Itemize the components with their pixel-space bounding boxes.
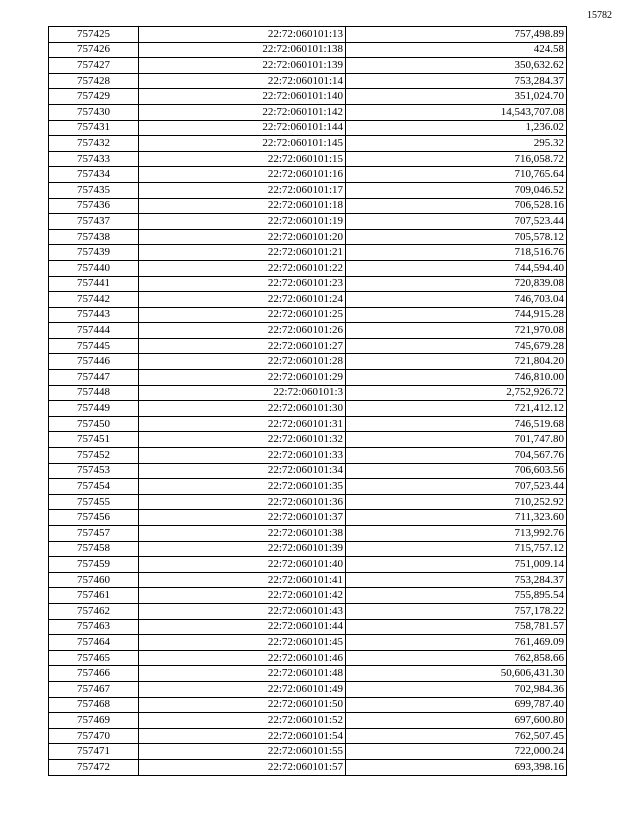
cadastral-number-cell: 22:72:060101:25 — [139, 307, 346, 323]
row-number-cell: 757430 — [49, 104, 139, 120]
cadastral-value-cell: 718,516.76 — [346, 245, 567, 261]
cadastral-value-cell: 746,703.04 — [346, 292, 567, 308]
cadastral-value-cell: 704,567.76 — [346, 448, 567, 464]
cadastral-number-cell: 22:72:060101:38 — [139, 526, 346, 542]
row-number-cell: 757436 — [49, 198, 139, 214]
table-row — [49, 89, 567, 105]
row-number-cell: 757470 — [49, 728, 139, 744]
row-number-cell: 757429 — [49, 89, 139, 105]
table-row — [49, 260, 567, 276]
row-number-cell: 757442 — [49, 292, 139, 308]
table-row — [49, 713, 567, 729]
cadastral-number-cell: 22:72:060101:23 — [139, 276, 346, 292]
cadastral-value-cell: 706,528.16 — [346, 198, 567, 214]
row-number-cell: 757456 — [49, 510, 139, 526]
table-row — [49, 370, 567, 386]
row-number-cell: 757472 — [49, 759, 139, 775]
cadastral-value-cell: 722,000.24 — [346, 744, 567, 760]
table-row — [49, 276, 567, 292]
cadastral-number-cell: 22:72:060101:46 — [139, 650, 346, 666]
cadastral-number-cell: 22:72:060101:15 — [139, 151, 346, 167]
cadastral-value-cell: 758,781.57 — [346, 619, 567, 635]
table-row — [49, 42, 567, 58]
cadastral-value-cell: 707,523.44 — [346, 479, 567, 495]
table-row — [49, 307, 567, 323]
row-number-cell: 757444 — [49, 323, 139, 339]
table-row — [49, 494, 567, 510]
row-number-cell: 757463 — [49, 619, 139, 635]
cadastral-number-cell: 22:72:060101:39 — [139, 541, 346, 557]
row-number-cell: 757433 — [49, 151, 139, 167]
cadastral-number-cell: 22:72:060101:16 — [139, 167, 346, 183]
row-number-cell: 757446 — [49, 354, 139, 370]
table-row — [49, 448, 567, 464]
cadastral-value-cell: 1,236.02 — [346, 120, 567, 136]
cadastral-number-cell: 22:72:060101:52 — [139, 713, 346, 729]
row-number-cell: 757428 — [49, 73, 139, 89]
cadastral-number-cell: 22:72:060101:31 — [139, 416, 346, 432]
cadastral-number-cell: 22:72:060101:3 — [139, 385, 346, 401]
table-row — [49, 432, 567, 448]
cadastral-number-cell: 22:72:060101:40 — [139, 557, 346, 573]
cadastral-number-cell: 22:72:060101:22 — [139, 260, 346, 276]
row-number-cell: 757460 — [49, 572, 139, 588]
cadastral-value-cell: 710,765.64 — [346, 167, 567, 183]
cadastral-number-cell: 22:72:060101:55 — [139, 744, 346, 760]
cadastral-number-cell: 22:72:060101:24 — [139, 292, 346, 308]
cadastral-number-cell: 22:72:060101:34 — [139, 463, 346, 479]
table-row — [49, 681, 567, 697]
cadastral-value-cell: 706,603.56 — [346, 463, 567, 479]
page-number: 15782 — [587, 10, 612, 21]
cadastral-value-cell: 424.58 — [346, 42, 567, 58]
cadastral-number-cell: 22:72:060101:33 — [139, 448, 346, 464]
cadastral-number-cell: 22:72:060101:20 — [139, 229, 346, 245]
cadastral-number-cell: 22:72:060101:44 — [139, 619, 346, 635]
row-number-cell: 757440 — [49, 260, 139, 276]
row-number-cell: 757431 — [49, 120, 139, 136]
cadastral-value-cell: 350,632.62 — [346, 58, 567, 74]
table-row — [49, 120, 567, 136]
cadastral-number-cell: 22:72:060101:49 — [139, 681, 346, 697]
table-row — [49, 650, 567, 666]
cadastral-value-cell: 702,984.36 — [346, 681, 567, 697]
table-row — [49, 666, 567, 682]
table-row — [49, 619, 567, 635]
cadastral-number-cell: 22:72:060101:18 — [139, 198, 346, 214]
row-number-cell: 757455 — [49, 494, 139, 510]
table-row — [49, 697, 567, 713]
table-row — [49, 229, 567, 245]
cadastral-value-cell: 351,024.70 — [346, 89, 567, 105]
cadastral-value-cell: 50,606,431.30 — [346, 666, 567, 682]
cadastral-number-cell: 22:72:060101:37 — [139, 510, 346, 526]
table-row — [49, 744, 567, 760]
cadastral-number-cell: 22:72:060101:30 — [139, 401, 346, 417]
cadastral-value-cell: 721,970.08 — [346, 323, 567, 339]
cadastral-number-cell: 22:72:060101:42 — [139, 588, 346, 604]
table-row — [49, 198, 567, 214]
cadastral-value-cell: 14,543,707.08 — [346, 104, 567, 120]
row-number-cell: 757467 — [49, 681, 139, 697]
row-number-cell: 757432 — [49, 136, 139, 152]
row-number-cell: 757450 — [49, 416, 139, 432]
table-row — [49, 635, 567, 651]
cadastral-value-cell: 757,178.22 — [346, 603, 567, 619]
cadastral-number-cell: 22:72:060101:35 — [139, 479, 346, 495]
cadastral-number-cell: 22:72:060101:32 — [139, 432, 346, 448]
cadastral-value-cell: 721,412.12 — [346, 401, 567, 417]
row-number-cell: 757461 — [49, 588, 139, 604]
cadastral-value-cell: 699,787.40 — [346, 697, 567, 713]
cadastral-value-cell: 744,915.28 — [346, 307, 567, 323]
cadastral-number-cell: 22:72:060101:144 — [139, 120, 346, 136]
cadastral-value-cell: 693,398.16 — [346, 759, 567, 775]
cadastral-number-cell: 22:72:060101:26 — [139, 323, 346, 339]
row-number-cell: 757469 — [49, 713, 139, 729]
cadastral-number-cell: 22:72:060101:145 — [139, 136, 346, 152]
cadastral-value-cell: 716,058.72 — [346, 151, 567, 167]
table-row — [49, 526, 567, 542]
cadastral-value-cell: 710,252.92 — [346, 494, 567, 510]
table-row — [49, 401, 567, 417]
row-number-cell: 757468 — [49, 697, 139, 713]
row-number-cell: 757449 — [49, 401, 139, 417]
table-row — [49, 338, 567, 354]
row-number-cell: 757438 — [49, 229, 139, 245]
row-number-cell: 757453 — [49, 463, 139, 479]
cadastral-value-cell: 762,858.66 — [346, 650, 567, 666]
row-number-cell: 757457 — [49, 526, 139, 542]
table-row — [49, 603, 567, 619]
cadastral-number-cell: 22:72:060101:41 — [139, 572, 346, 588]
table-row — [49, 385, 567, 401]
row-number-cell: 757441 — [49, 276, 139, 292]
row-number-cell: 757448 — [49, 385, 139, 401]
row-number-cell: 757459 — [49, 557, 139, 573]
cadastral-number-cell: 22:72:060101:142 — [139, 104, 346, 120]
cadastral-value-cell: 701,747.80 — [346, 432, 567, 448]
table-row — [49, 510, 567, 526]
cadastral-number-cell: 22:72:060101:43 — [139, 603, 346, 619]
cadastral-number-cell: 22:72:060101:21 — [139, 245, 346, 261]
table-row — [49, 463, 567, 479]
cadastral-value-cell: 753,284.37 — [346, 73, 567, 89]
cadastral-number-cell: 22:72:060101:57 — [139, 759, 346, 775]
row-number-cell: 757439 — [49, 245, 139, 261]
cadastral-number-cell: 22:72:060101:29 — [139, 370, 346, 386]
table-row — [49, 245, 567, 261]
table-row — [49, 557, 567, 573]
cadastral-value-cell: 757,498.89 — [346, 27, 567, 43]
row-number-cell: 757465 — [49, 650, 139, 666]
table-row — [49, 136, 567, 152]
cadastral-number-cell: 22:72:060101:50 — [139, 697, 346, 713]
table-row — [49, 572, 567, 588]
cadastral-number-cell: 22:72:060101:140 — [139, 89, 346, 105]
cadastral-value-cell: 744,594.40 — [346, 260, 567, 276]
row-number-cell: 757451 — [49, 432, 139, 448]
table-row — [49, 167, 567, 183]
cadastral-number-cell: 22:72:060101:19 — [139, 214, 346, 230]
cadastral-number-cell: 22:72:060101:138 — [139, 42, 346, 58]
table-row — [49, 479, 567, 495]
table-row — [49, 182, 567, 198]
cadastral-value-cell: 295.32 — [346, 136, 567, 152]
row-number-cell: 757471 — [49, 744, 139, 760]
table-row — [49, 73, 567, 89]
table-row — [49, 151, 567, 167]
table-row — [49, 588, 567, 604]
cadastral-number-cell: 22:72:060101:45 — [139, 635, 346, 651]
row-number-cell: 757454 — [49, 479, 139, 495]
table-row — [49, 728, 567, 744]
table-body — [49, 27, 567, 776]
cadastral-number-cell: 22:72:060101:13 — [139, 27, 346, 43]
cadastral-value-cell: 707,523.44 — [346, 214, 567, 230]
cadastral-value-cell: 746,519.68 — [346, 416, 567, 432]
cadastral-value-cell: 721,804.20 — [346, 354, 567, 370]
cadastral-number-cell: 22:72:060101:17 — [139, 182, 346, 198]
cadastral-value-cell: 751,009.14 — [346, 557, 567, 573]
cadastral-value-cell: 746,810.00 — [346, 370, 567, 386]
row-number-cell: 757452 — [49, 448, 139, 464]
cadastral-value-cell: 753,284.37 — [346, 572, 567, 588]
cadastral-value-cell: 720,839.08 — [346, 276, 567, 292]
cadastral-number-cell: 22:72:060101:27 — [139, 338, 346, 354]
row-number-cell: 757435 — [49, 182, 139, 198]
cadastral-value-cell: 755,895.54 — [346, 588, 567, 604]
cadastral-number-cell: 22:72:060101:14 — [139, 73, 346, 89]
table-row — [49, 354, 567, 370]
table-row — [49, 323, 567, 339]
table-row — [49, 292, 567, 308]
table-row — [49, 104, 567, 120]
row-number-cell: 757464 — [49, 635, 139, 651]
cadastral-value-cell: 2,752,926.72 — [346, 385, 567, 401]
cadastral-value-cell: 745,679.28 — [346, 338, 567, 354]
cadastral-number-cell: 22:72:060101:36 — [139, 494, 346, 510]
cadastral-value-cell: 697,600.80 — [346, 713, 567, 729]
cadastral-value-cell: 705,578.12 — [346, 229, 567, 245]
cadastral-value-cell: 713,992.76 — [346, 526, 567, 542]
row-number-cell: 757466 — [49, 666, 139, 682]
row-number-cell: 757445 — [49, 338, 139, 354]
table-row — [49, 759, 567, 775]
cadastral-value-cell: 761,469.09 — [346, 635, 567, 651]
table-row — [49, 416, 567, 432]
cadastral-value-cell: 762,507.45 — [346, 728, 567, 744]
row-number-cell: 757447 — [49, 370, 139, 386]
table-row — [49, 541, 567, 557]
row-number-cell: 757462 — [49, 603, 139, 619]
cadastral-number-cell: 22:72:060101:48 — [139, 666, 346, 682]
table-row — [49, 214, 567, 230]
row-number-cell: 757458 — [49, 541, 139, 557]
cadastral-number-cell: 22:72:060101:54 — [139, 728, 346, 744]
cadastral-value-table — [48, 26, 567, 776]
cadastral-value-cell: 715,757.12 — [346, 541, 567, 557]
cadastral-number-cell: 22:72:060101:28 — [139, 354, 346, 370]
cadastral-value-cell: 711,323.60 — [346, 510, 567, 526]
row-number-cell: 757437 — [49, 214, 139, 230]
row-number-cell: 757425 — [49, 27, 139, 43]
cadastral-value-cell: 709,046.52 — [346, 182, 567, 198]
row-number-cell: 757427 — [49, 58, 139, 74]
table-row — [49, 58, 567, 74]
cadastral-number-cell: 22:72:060101:139 — [139, 58, 346, 74]
row-number-cell: 757443 — [49, 307, 139, 323]
row-number-cell: 757434 — [49, 167, 139, 183]
row-number-cell: 757426 — [49, 42, 139, 58]
table-row — [49, 27, 567, 43]
